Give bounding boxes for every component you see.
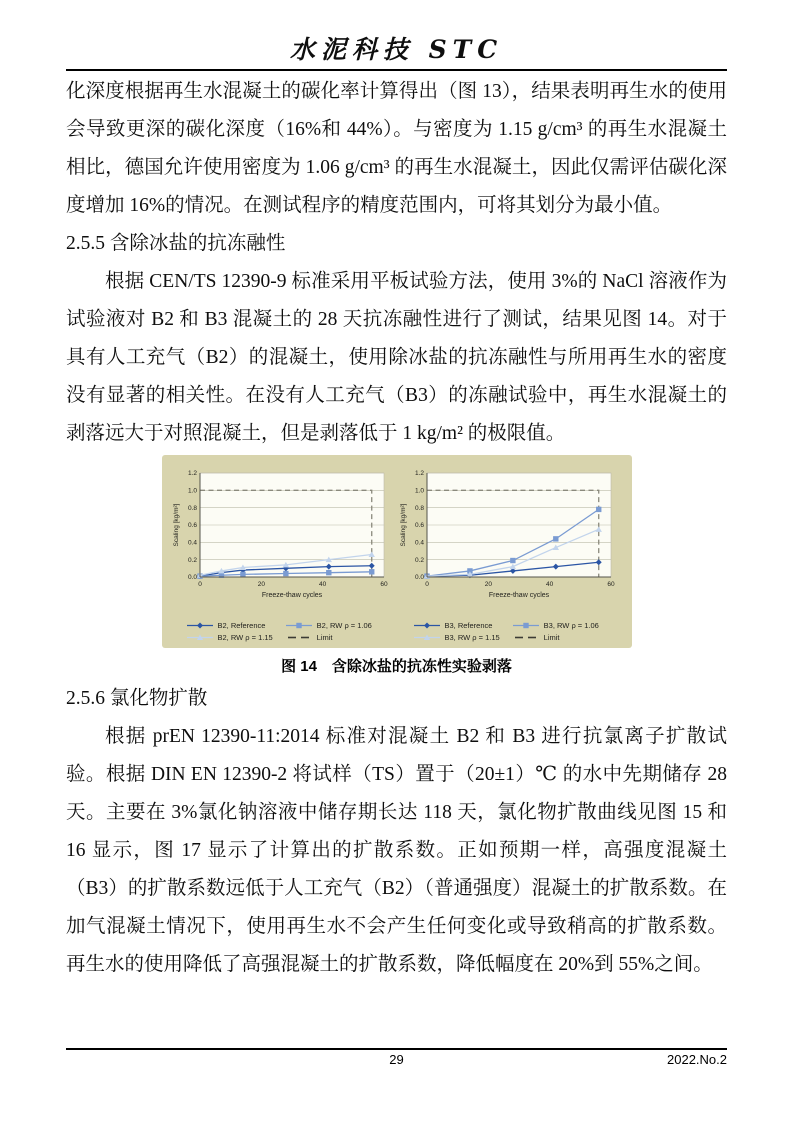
dash-legend-icon xyxy=(512,633,540,642)
square-marker xyxy=(369,569,374,574)
journal-title: 水泥科技 STC xyxy=(289,35,504,64)
section-heading-2-5-5: 2.5.5 含除冰盐的抗冻融性 xyxy=(66,233,286,254)
issue-label: 2022.No.2 xyxy=(667,1052,727,1067)
y-tick-label: 1.0 xyxy=(187,487,197,495)
chart-b3-scaling xyxy=(397,465,624,642)
triangle-legend-icon xyxy=(413,633,441,642)
figure-14-caption: 图 14 含除冰盐的抗冻性实验剥落 xyxy=(281,658,512,675)
chart-b2-scaling xyxy=(170,465,397,642)
chart-svg-B2 xyxy=(170,465,397,615)
dash-legend-icon xyxy=(285,633,313,642)
diamond-marker xyxy=(197,623,203,629)
y-tick-label: 0.0 xyxy=(414,574,424,582)
square-marker xyxy=(553,536,558,541)
y-axis-label: Scaling [kg/m²] xyxy=(172,503,180,547)
diamond-marker xyxy=(424,623,430,629)
x-axis-label: Freeze-thaw cycles xyxy=(261,592,322,599)
legend-item xyxy=(512,621,624,630)
legend-label: B3, RW ρ = 1.15 xyxy=(444,633,500,642)
x-axis-label: Freeze-thaw cycles xyxy=(488,592,549,599)
legend-item xyxy=(186,621,285,630)
square-marker xyxy=(596,507,601,512)
x-tick-label: 20 xyxy=(257,581,265,588)
y-tick-label: 1.2 xyxy=(414,470,424,478)
square-marker xyxy=(283,571,288,576)
y-tick-label: 0.4 xyxy=(414,539,424,547)
paragraph-carbonation: 化深度根据再生水混凝土的碳化率计算得出（图 13），结果表明再生水的使用会导致更深的碳化深度（16%和 44%）。与密度为 1.15 g/cm³ 的再生水混凝土相比，德国允许使用密度为 1.06 g/cm³ 的再生水混凝土，因此仅需评估碳化深度增加 16%的情况。在测试程序的精度范围内，可将其划分为最小值。 xyxy=(66,81,727,216)
square-legend-icon xyxy=(285,621,313,630)
legend-item xyxy=(512,633,624,642)
article-body xyxy=(66,73,727,984)
square-marker xyxy=(326,570,331,575)
chart-legend-B2 xyxy=(170,621,397,642)
footer-divider xyxy=(66,1048,727,1050)
x-tick-label: 40 xyxy=(318,581,326,588)
legend-item xyxy=(285,621,397,630)
legend-item xyxy=(413,633,512,642)
chart-legend-B3 xyxy=(397,621,624,642)
x-tick-label: 60 xyxy=(379,581,388,588)
legend-item xyxy=(413,621,512,630)
x-tick-label: 20 xyxy=(484,581,492,588)
header-divider xyxy=(66,69,727,71)
y-tick-label: 0.8 xyxy=(187,504,197,512)
section-heading-2-5-6: 2.5.6 氯化物扩散 xyxy=(66,688,208,709)
y-tick-label: 0.2 xyxy=(187,556,197,564)
footer-row xyxy=(66,1052,727,1074)
square-marker xyxy=(523,623,528,628)
page-header xyxy=(66,36,727,71)
square-marker xyxy=(296,623,301,628)
x-tick-label: 40 xyxy=(545,581,553,588)
x-tick-label: 0 xyxy=(424,581,429,588)
y-tick-label: 0.2 xyxy=(414,556,424,564)
page-number: 29 xyxy=(389,1052,404,1067)
y-tick-label: 1.2 xyxy=(187,470,197,478)
legend-label: B3, RW ρ = 1.06 xyxy=(543,621,599,630)
y-tick-label: 0.6 xyxy=(414,522,424,530)
x-tick-label: 60 xyxy=(606,581,615,588)
x-tick-label: 0 xyxy=(197,581,202,588)
diamond-legend-icon xyxy=(186,621,214,630)
chart-svg-B3 xyxy=(397,465,624,615)
legend-label: B2, RW ρ = 1.06 xyxy=(316,621,372,630)
y-tick-label: 0.0 xyxy=(187,574,197,582)
square-marker xyxy=(510,558,515,563)
y-tick-label: 1.0 xyxy=(414,487,424,495)
square-legend-icon xyxy=(512,621,540,630)
legend-item xyxy=(285,633,397,642)
triangle-legend-icon xyxy=(186,633,214,642)
paragraph-freeze-thaw: 根据 CEN/TS 12390-9 标准采用平板试验方法，使用 3%的 NaCl 溶液作为试验液对 B2 和 B3 混凝土的 28 天抗冻融性进行了测试，结果见图 14。对于具有人工充气（B2）的混凝土，使用除冰盐的抗冻融性与所用再生水的密度没有显著的相关性。在没有人工充气（B3）的冻融试验中，再生水混凝土的剥落远大于对照混凝土，但是剥落低于 1 kg/m² 的极限值。 xyxy=(66,271,727,444)
figure-14 xyxy=(162,455,632,680)
legend-label: B3, Reference xyxy=(444,621,493,630)
y-axis-label: Scaling [kg/m²] xyxy=(399,503,407,547)
diamond-legend-icon xyxy=(413,621,441,630)
y-tick-label: 0.4 xyxy=(187,539,197,547)
paragraph-chloride-diffusion: 根据 prEN 12390-11:2014 标准对混凝土 B2 和 B3 进行抗氯离子扩散试验。根据 DIN EN 12390-2 将试样（TS）置于（20±1）℃ 的水中先期储存 28 天。主要在 3%氯化钠溶液中储存期长达 118 天，氯化物扩散曲线见图 15 和 16 显示，图 17 显示了计算出的扩散系数。正如预期一样，高强度混凝土（B3）的扩散系数远低于人工充气（B2）（普通强度）混凝土的扩散系数。在加气混凝土情况下，使用再生水不会产生任何变化或导致稍高的扩散系数。再生水的使用降低了高强混凝土的扩散系数，降低幅度在 20%到 55%之间。 xyxy=(66,726,727,975)
legend-label: B2, RW ρ = 1.15 xyxy=(217,633,273,642)
page-footer xyxy=(66,1048,727,1074)
y-tick-label: 0.8 xyxy=(414,504,424,512)
legend-label: Limit xyxy=(543,633,560,642)
y-tick-label: 0.6 xyxy=(187,522,197,530)
legend-label: B2, Reference xyxy=(217,621,266,630)
figure-14-image xyxy=(162,455,632,648)
square-marker xyxy=(240,572,245,577)
legend-label: Limit xyxy=(316,633,333,642)
legend-item xyxy=(186,633,285,642)
